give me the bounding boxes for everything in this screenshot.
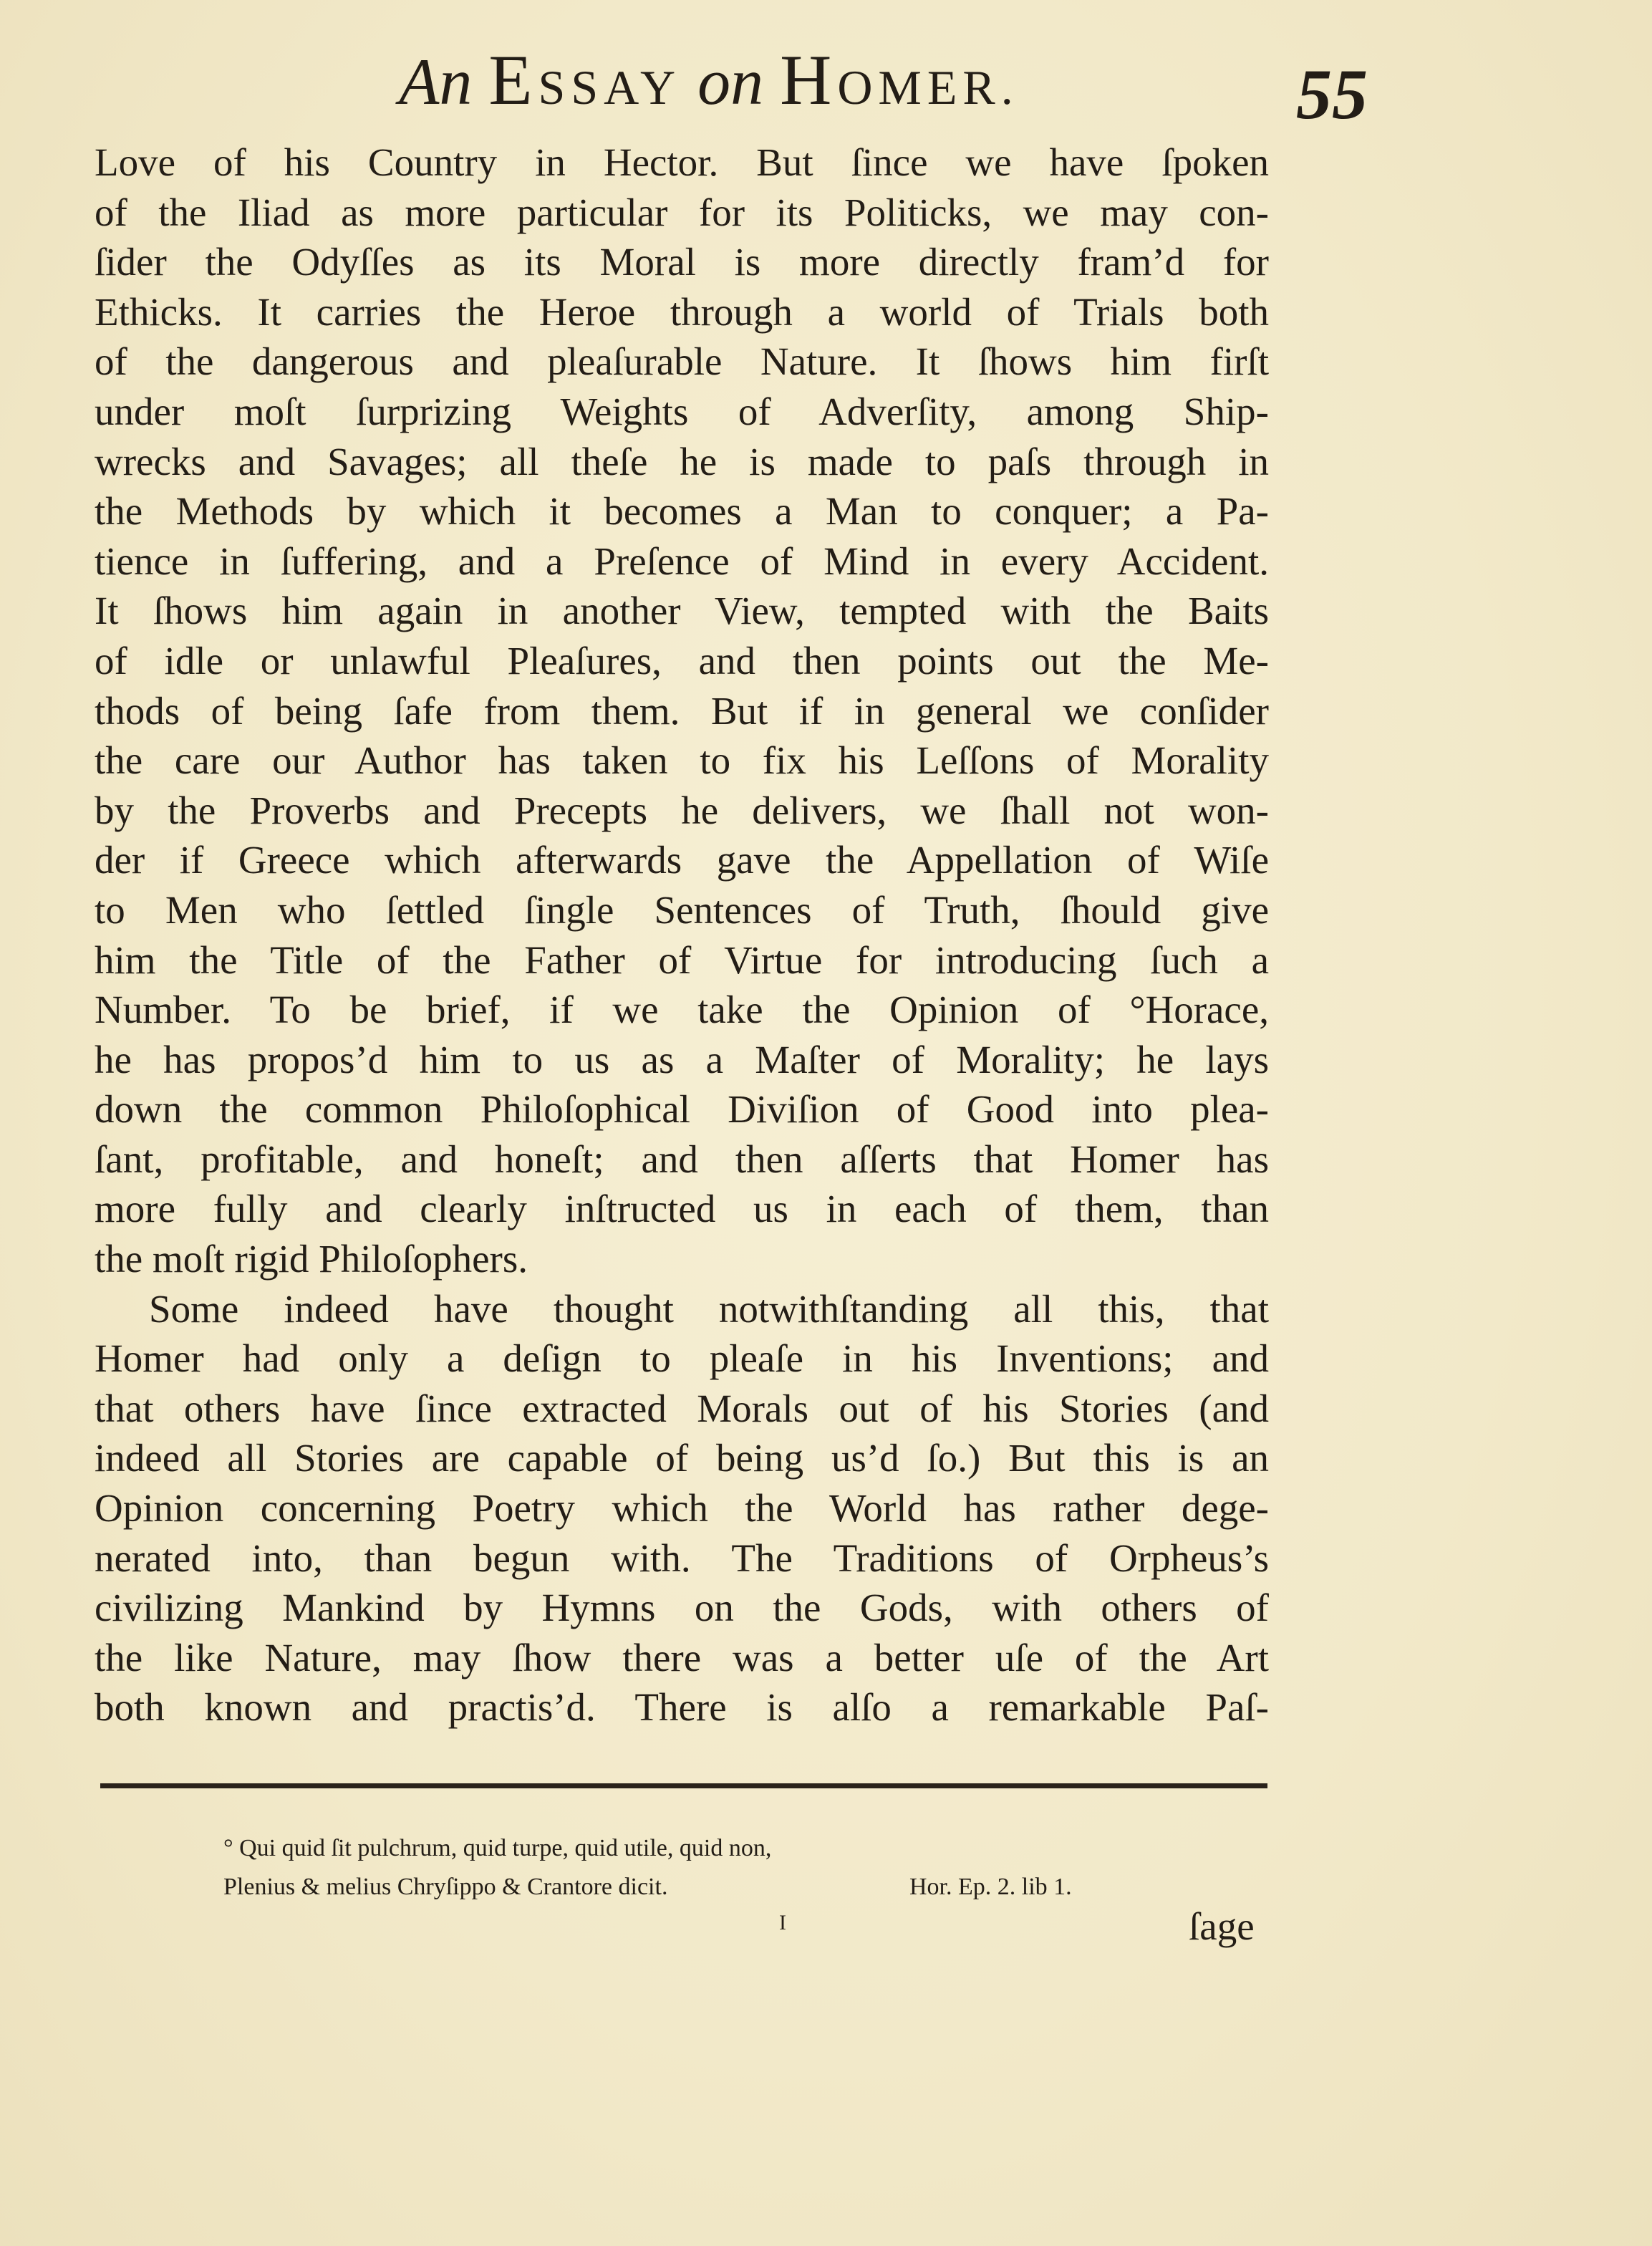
running-head-essay-initial: E (488, 40, 538, 120)
text-line: both known and practis’d. There is alſo a remarkable Paſ- (95, 1685, 1269, 1730)
text-line: that others have ſince extracted Morals out of his Stories (and (95, 1386, 1269, 1430)
text-line: Opinion concerning Poetry which the World has rather dege- (95, 1486, 1269, 1531)
text-line: Homer had only a deſign to pleaſe in his Inventions; and (95, 1336, 1269, 1381)
footnote-quote: Plenius & melius Chryſippo & Crantore dicit. (223, 1874, 668, 1900)
running-head-homer-rest: OMER. (837, 60, 1019, 115)
text-line: nerated into, than begun with. The Traditions of Orpheus’s (95, 1536, 1269, 1580)
paragraph-start-line: Some indeed have thought notwithſtanding all this, that (149, 1286, 1269, 1331)
paragraph-end-line: the moſt rigid Philoſophers. (95, 1237, 528, 1281)
running-head-an: An (399, 45, 473, 118)
text-line: of the Iliad as more particular for its Politicks, we may con- (95, 190, 1269, 234)
text-line: he has propos’d him to us as a Maſter of Morality; he lays (95, 1037, 1269, 1081)
running-head-homer-initial: H (780, 40, 838, 120)
text-line: to Men who ſettled ſingle Sentences of Truth, ſhould give (95, 887, 1269, 932)
text-line: tience in ſuffering, and a Preſence of Mind in every Accident. (95, 539, 1269, 583)
text-line: It ſhows him again in another View, tempted with the Baits (95, 589, 1269, 633)
footnote-rule (100, 1783, 1267, 1788)
body-text (95, 138, 1269, 1732)
text-line: ſant, profitable, and honeſt; and then aſſerts that Homer has (95, 1137, 1269, 1181)
text-line: him the Title of the Father of Virtue for introducing ſuch a (95, 938, 1269, 982)
footnote-line-1: ° Qui quid ſit pulchrum, quid turpe, quid utile, quid non, (223, 1835, 772, 1861)
signature-mark: I (779, 1911, 786, 1934)
text-line: of the dangerous and pleaſurable Nature. It ſhows him firſt (95, 339, 1269, 384)
text-line: indeed all Stories are capable of being us’d ſo.) But this is an (95, 1436, 1269, 1480)
text-line: of idle or unlawful Pleaſures, and then points out the Me- (95, 638, 1269, 683)
text-line: under moſt ſurprizing Weights of Adverſity, among Ship- (95, 389, 1269, 433)
page-number: 55 (1296, 54, 1368, 134)
text-line: Ethicks. It carries the Heroe through a world of Trials both (95, 289, 1269, 334)
running-head-essay (488, 40, 682, 120)
catchword: ſage (1189, 1904, 1255, 1948)
running-head (315, 37, 1103, 123)
text-line: wrecks and Savages; all theſe he is made to paſs through in (95, 439, 1269, 483)
text-line: more fully and clearly inſtructed us in each of them, than (95, 1187, 1269, 1231)
text-line: down the common Philoſophical Diviſion of Good into plea- (95, 1087, 1269, 1132)
text-line: der if Greece which afterwards gave the Appellation of Wiſe (95, 838, 1269, 882)
text-line: the like Nature, may ſhow there was a better uſe of the Art (95, 1635, 1269, 1679)
text-line: Number. To be brief, if we take the Opinion of °Horace, (95, 988, 1269, 1032)
running-head-homer (780, 40, 1019, 120)
running-head-essay-rest: SSAY (538, 60, 682, 115)
text-line: thods of being ſafe from them. But if in general we conſider (95, 688, 1269, 733)
text-line: the Methods by which it becomes a Man to conquer; a Pa- (95, 489, 1269, 534)
text-line: Love of his Country in Hector. But ſince we have ſpoken (95, 140, 1269, 184)
text-line: by the Proverbs and Precepts he delivers, we ſhall not won- (95, 788, 1269, 832)
text-line: ſider the Odyſſes as its Moral is more directly fram’d for (95, 240, 1269, 284)
text-line: civilizing Mankind by Hymns on the Gods, with others of (95, 1586, 1269, 1630)
text-line: the care our Author has taken to fix his Leſſons of Morality (95, 738, 1269, 783)
footnote-citation: Hor. Ep. 2. lib 1. (909, 1874, 1072, 1900)
footnote-line-2 (223, 1869, 1169, 1905)
running-head-on: on (697, 45, 764, 118)
